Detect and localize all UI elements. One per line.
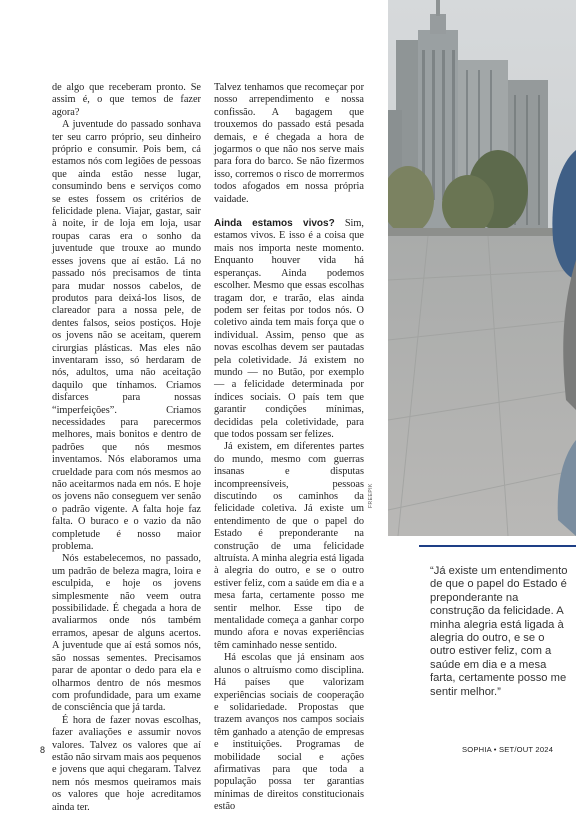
paragraph: Já existem, em diferentes partes do mundo, mesmo com guerras insanas e disputas incompreensíveis, pessoas discutindo os caminhos da felicidade coletiva. Já existe um entendimento de que o papel do Estado é preponderante na construção de uma felicidade altruísta. A minha alegria está ligada à alegria do outro, e se o outro estiver feliz, com a saúde em dia e a mesa farta, certamente posso me sentir melhor. Esse tipo de mentalidade começa a ganhar corpo mundo afora e novas experiências têm caminhado nesse sentido.	[214, 441, 364, 651]
paragraph: de algo que receberam pronto. Se assim é, o que temos de fazer agora?	[52, 82, 201, 118]
pullquote: “Já existe um entendimento de que o papel do Estado é preponderante na construção da felicidade. A minha alegria está ligada à alegria do outro, e se o outro estiver feliz, com a saúde em dia e a mesa farta, certamente posso me sentir melhor.”	[430, 565, 568, 698]
paragraph: Talvez tenhamos que recomeçar por nosso arrependimento e nossa confissão. A bagagem que trouxemos do passado está pesada demais, e é chegada a hora de jogarmos o que não nos serve mais para fora do barco. Se não fizermos isso, corremos o risco de morrermos todos afogados em nossa própria vaidade.	[214, 82, 364, 205]
magazine-issue: SOPHIA • SET/OUT 2024	[462, 745, 554, 754]
text-column-1	[52, 82, 201, 814]
paragraph-with-lead	[214, 218, 364, 441]
paragraph: Há escolas que já ensinam aos alunos o altruísmo como disciplina. Há países que valorizam experiências sociais de cooperação e solidariedade. Propostas que trazem avanços nos campos sociais têm ganhado a atenção de empresas e instituições. Programas de mobilidade social e ações afirmativas para que toda a população possa ter garantias mínimas de direitos constitucionais estão	[214, 652, 364, 813]
paragraph: A juventude do passado sonhava ter seu carro próprio, seu dinheiro próprio e consumir. Pois bem, cá estamos nós com legiões de pessoas que ainda estão nesse lugar, consumindo bens e serviços como se estes fossem os critérios de felicidade plena. Viajar, gastar, sair à noite, ir de loja em loja, usar roupas caras era o sonho da juventude que trouxe ao mundo esses jovens que aí estão. Lá no passado nós precisamos de tinta para mudar nossos cabelos, de produtos para deixá-los lisos, de clareador para a nossa pele, de dentes falsos, seios postiços. Hoje os jovens não se aceitam, querem cirurgias plásticas. Mas eles não inventaram isso, só herdaram de nós, adultos, uma não aceitação daquilo que tínhamos. Criamos disfarces para nossas “imperfeições”. Criamos necessidades para parecermos melhores, mais bonitos e dentro de padrões que nós mesmos inventamos. Nós elaboramos uma crueldade para com nós mesmos ao não aceitarmos nada em nós. E hoje os jovens não conseguem ver senão o padrão vigente. A falta hoje faz falta. O buraco e o vazio da não completude é nosso maior problema.	[52, 119, 201, 553]
text-column-2	[214, 82, 364, 814]
photo-credit: FREEPIK	[368, 483, 374, 508]
pullquote-rule	[419, 545, 576, 547]
section-lead-in: Ainda estamos vivos?	[214, 218, 335, 230]
paragraph-text: Sim, estamos vivos. E isso é a coisa que mais nos importa neste momento. Enquanto houver vida há esperanças. Ainda podemos escolher. Mesmo que essas escolhas tragam dor, e trarão, elas ainda podem ser feitas por todos nós. O coletivo ainda tem mais força que o individual. Assim, penso que as novas escolhas devem ser pautadas pela coletividade. Já existem no mundo — no Butão, por exemplo — a felicidade determinada por índices sociais. O país tem que garantir condições mínimas, decididas pela coletividade, para que todos possam ser felizes.	[214, 218, 365, 440]
page-number: 8	[40, 745, 46, 755]
city-plaza-photo	[388, 0, 576, 536]
photo-illustration	[388, 0, 576, 536]
paragraph: É hora de fazer novas escolhas, fazer avaliações e assumir novos valores. Talvez os valores que aí estão não sirvam mais aos pequenos e jovens que aqui chegaram. Talvez nem nós mesmos queiramos mais os valores que hoje acreditamos ainda ter.	[52, 714, 201, 813]
paragraph: Nós estabelecemos, no passado, um padrão de beleza magra, loira e esculpida, e hoje os jovens simplesmente não veem outra possibilidade. É chegada a hora de avaliarmos onde nós também erramos, apesar de alguns acertos. A juventude que aí está somos nós, são nossas sementes. Precisamos parar de apontar o dedo para ela e olharmos dentro de nós mesmos com profundidade, para um exame de consciência que já tarda.	[52, 553, 201, 714]
